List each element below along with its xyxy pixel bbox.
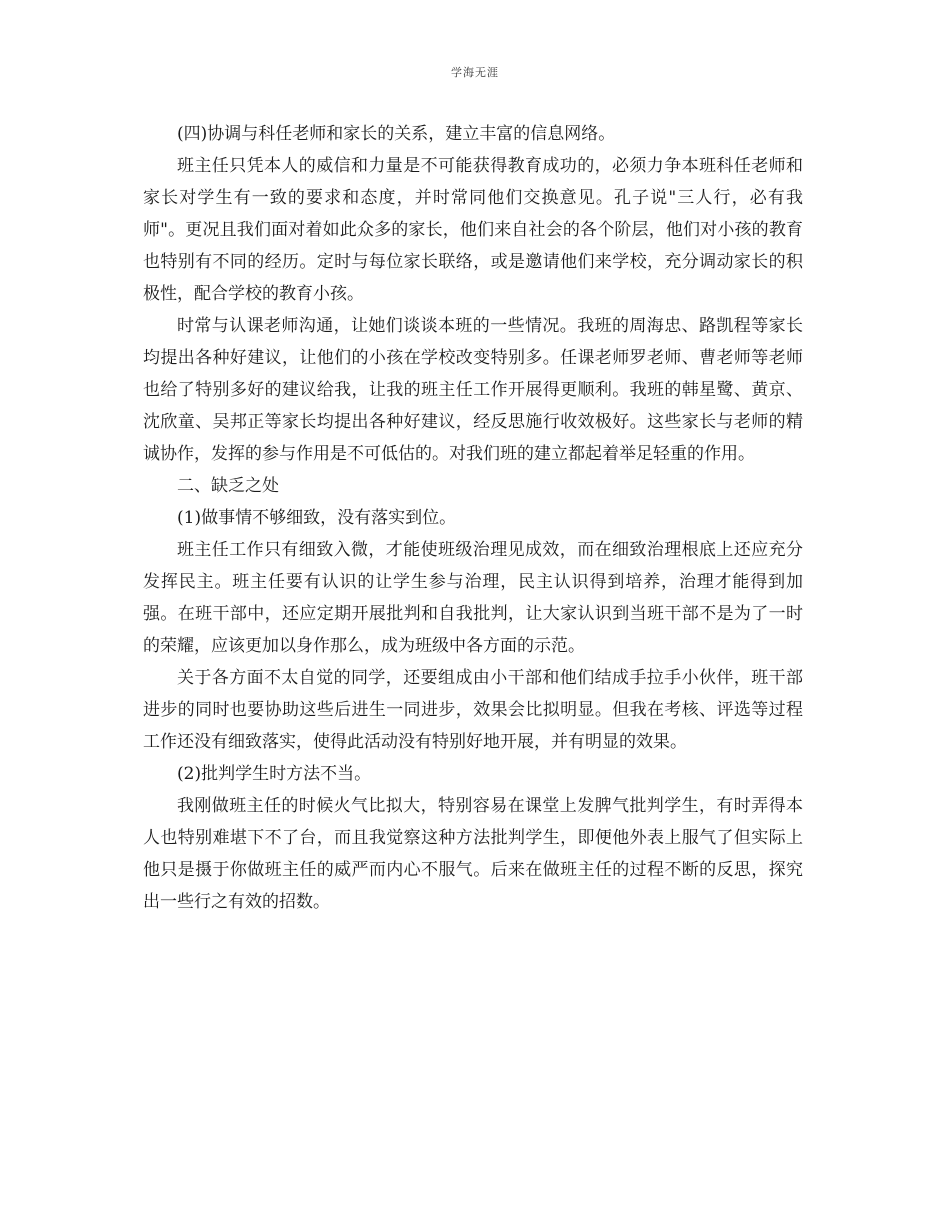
section-heading-shortcomings: 二、缺乏之处 <box>177 476 279 496</box>
page-header: 学海无涯 <box>451 66 499 79</box>
paragraph-reflection: 我刚做班主任的时候火气比拟大，特别容易在课堂上发脾气批判学生，有时弄得本人也特别难堪下不了台，而且我觉察这种方法批判学生，即便他外表上服气了但实际上他只是摄于你做班主任的威严而内心不服气。后来在做班主任的过程不断的反思，探究出一些行之有效的招数。 <box>143 796 803 912</box>
paragraph-communication-examples: 时常与认课老师沟通，让她们谈谈本班的一些情况。我班的周海忠、路凯程等家长均提出各种好建议，让他们的小孩在学校改变特别多。任课老师罗老师、曹老师等老师也给了特别多好的建议给我，让我的班主任工作开展得更顺利。我班的韩星鹭、黄京、沈欣童、吴邦正等家长均提出各种好建议，经反思施行收效极好。这些家长与老师的精诚协作，发挥的参与作用是不可低估的。对我们班的建立都起着举足轻重的作用。 <box>143 316 803 464</box>
subheading-criticism-method: (2)批判学生时方法不当。 <box>177 764 372 784</box>
paragraph-democratic-management: 班主任工作只有细致入微，才能使班级治理见成效，而在细致治理根底上还应充分发挥民主。班主任要有认识的让学生参与治理，民主认识得到培养，治理才能得到加强。在班干部中，还应定期开展批判和自我批判，让大家认识到当班干部不是为了一时的荣耀，应该更加以身作那么，成为班级中各方面的示范。 <box>143 540 803 656</box>
subheading-not-detailed: (1)做事情不够细致，没有落实到位。 <box>177 508 457 528</box>
paragraph-teacher-parent-cooperation: 班主任只凭本人的威信和力量是不可能获得教育成功的，必须力争本班科任老师和家长对学生有一致的要求和态度，并时常同他们交换意见。孔子说"三人行，必有我师"。更况且我们面对着如此众多的家长，他们来自社会的各个阶层，他们对小孩的教育也特别有不同的经历。定时与每位家长联络，或是邀请他们来学校，充分调动家长的积极性，配合学校的教育小孩。 <box>143 156 803 304</box>
paragraph-peer-support: 关于各方面不太自觉的同学，还要组成由小干部和他们结成手拉手小伙伴，班干部进步的同时也要协助这些后进生一同进步，效果会比拟明显。但我在考核、评选等过程工作还没有细致落实，使得此活动没有特别好地开展，并有明显的效果。 <box>143 668 803 752</box>
document-body <box>143 118 803 918</box>
section-heading-coordination: (四)协调与科任老师和家长的关系，建立丰富的信息网络。 <box>177 124 616 144</box>
